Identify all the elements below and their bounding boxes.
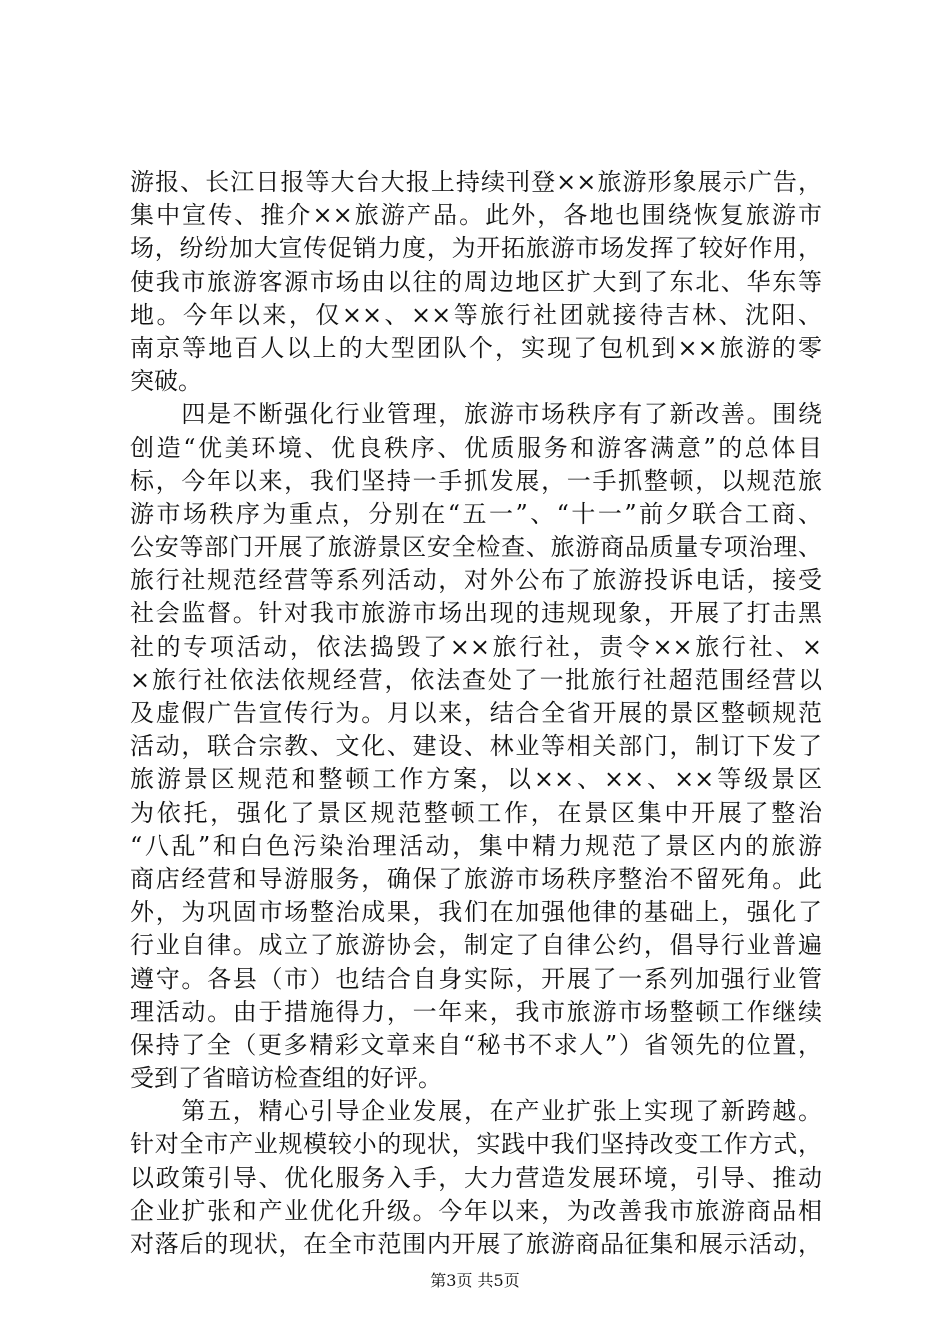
text-line: 公安等部门开展了旅游景区安全检查、旅游商品质量专项治理、 [130,533,822,562]
text-line: 旅行社规范经营等系列活动，对外公布了旅游投诉电话，接受 [130,566,822,595]
text-line: 针对全市产业规模较小的现状，实践中我们坚持改变工作方式， [130,1130,822,1159]
text-line: 以政策引导、优化服务入手，大力营造发展环境，引导、推动 [130,1163,822,1192]
text-line: 突破。 [130,367,202,396]
text-line: 遵守。各县（市）也结合自身实际，开展了一系列加强行业管 [130,964,822,993]
text-line: 南京等地百人以上的大型团队个，实现了包机到××旅游的零 [130,333,822,362]
text-line: 及虚假广告宣传行为。月以来，结合全省开展的景区整顿规范 [130,699,822,727]
text-line: 保持了全（更多精彩文章来自“秘书不求人”）省领先的位置， [130,1030,822,1059]
text-line: 商店经营和导游服务，确保了旅游市场秩序整治不留死角。此 [130,864,822,893]
text-line: 四是不断强化行业管理，旅游市场秩序有了新改善。围绕 [130,400,822,429]
text-line: 游报、长江日报等大台大报上持续刊登××旅游形象展示广告， [130,168,822,196]
text-line: 受到了省暗访检查组的好评。 [130,1064,442,1093]
text-line: 地。今年以来，仅××、××等旅行社团就接待吉林、沈阳、 [130,300,822,329]
text-line: 行业自律。成立了旅游协会，制定了自律公约，倡导行业普遍 [130,931,822,960]
text-line: 为依托，强化了景区规范整顿工作，在景区集中开展了整治 [130,798,822,827]
text-line: 社会监督。针对我市旅游市场出现的违规现象，开展了打击黑 [130,599,822,628]
text-line: 第五，精心引导企业发展，在产业扩张上实现了新跨越。 [130,1097,822,1126]
text-line: 对落后的现状，在全市范围内开展了旅游商品征集和展示活动， [130,1230,822,1258]
page-number-footer: 第3页 共5页 [430,1271,520,1290]
document-body [130,166,822,1261]
text-line: 企业扩张和产业优化升级。今年以来，为改善我市旅游商品相 [130,1196,822,1225]
text-line: 创造“优美环境、优良秩序、优质服务和游客满意”的总体目 [130,433,822,462]
text-line: 活动，联合宗教、文化、建设、林业等相关部门，制订下发了 [130,732,822,761]
text-line: 游市场秩序为重点，分别在“五一”、“十一”前夕联合工商、 [130,499,822,528]
text-line: 标，今年以来，我们坚持一手抓发展，一手抓整顿，以规范旅 [130,466,822,495]
text-line: “八乱”和白色污染治理活动，集中精力规范了景区内的旅游 [130,831,822,860]
text-line: 社的专项活动，依法捣毁了××旅行社，责令××旅行社、× [130,632,822,661]
text-line: 使我市旅游客源市场由以往的周边地区扩大到了东北、华东等 [130,267,822,296]
text-line: 理活动。由于措施得力，一年来，我市旅游市场整顿工作继续 [130,997,822,1026]
text-line: 集中宣传、推介××旅游产品。此外，各地也围绕恢复旅游市 [130,201,822,230]
text-line: ×旅行社依法依规经营，依法查处了一批旅行社超范围经营以 [130,665,822,694]
text-line: 场，纷纷加大宣传促销力度，为开拓旅游市场发挥了较好作用， [130,234,822,263]
text-line: 旅游景区规范和整顿工作方案，以××、××、××等级景区 [130,765,822,794]
text-line: 外，为巩固市场整治成果，我们在加强他律的基础上，强化了 [130,898,822,927]
